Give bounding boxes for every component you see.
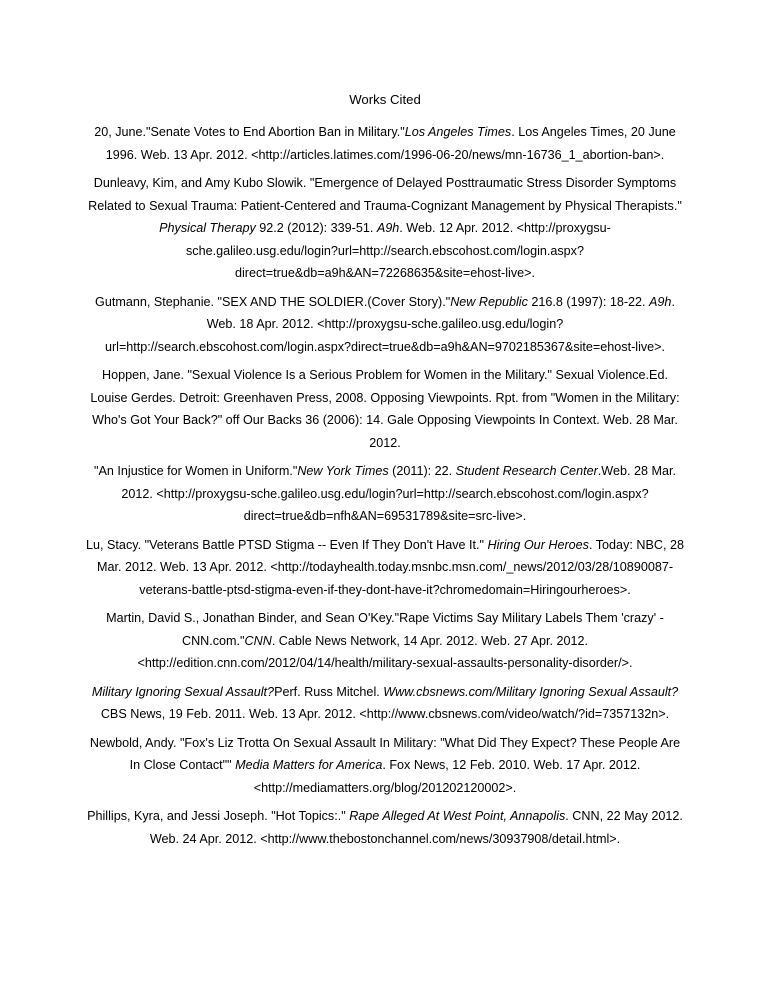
page-title: Works Cited bbox=[349, 92, 421, 107]
citation-entry: 20, June."Senate Votes to End Abortion Ban in Military."Los Angeles Times. Los Angeles Times, 20 June 1996. Web. 13 Apr. 2012. <http://articles.latimes.com/1996-06-20/news/mn-16736_1_abortion-ban>. bbox=[94, 125, 676, 162]
citation-entry: Gutmann, Stephanie. "SEX AND THE SOLDIER.(Cover Story)."New Republic 216.8 (1997): 18-22. A9h. Web. 18 Apr. 2012. <http://proxygsu-sche.galileo.usg.edu/login?url=http://search.ebscohost.com/login.aspx?direct=true&db=a9h&AN=9702185367&site=ehost-live>. bbox=[95, 294, 675, 354]
citation-entry: Dunleavy, Kim, and Amy Kubo Slowik. "Emergence of Delayed Posttraumatic Stress Disorder Symptoms Related to Sexual Trauma: Patient-Centered and Trauma-Cognizant Management by Physical Therapists." Physical Therapy 92.2 (2012): 339-51. A9h. Web. 12 Apr. 2012. <http://proxygsu-sche.galileo.usg.edu/login?url=http://search.ebscohost.com/login.aspx?direct=true&db=a9h&AN=72268635&site=ehost-live>. bbox=[88, 176, 682, 280]
citation-entry: Military Ignoring Sexual Assault?Perf. Russ Mitchel. Www.cbsnews.com/Military Ignoring Sexual Assault? CBS News, 19 Feb. 2011. Web. 13 Apr. 2012. <http://www.cbsnews.com/video/watch/?id=7357132n>. bbox=[91, 684, 679, 721]
citation-entry: Martin, David S., Jonathan Binder, and Sean O'Key."Rape Victims Say Military Labels Them 'crazy' - CNN.com."CNN. Cable News Network, 14 Apr. 2012. Web. 27 Apr. 2012. <http://edition.cnn.com/2012/04/14/health/military-sexual-assaults-personality-disorder/>. bbox=[106, 611, 664, 670]
document-page bbox=[84, 88, 686, 856]
citation-entry: Hoppen, Jane. "Sexual Violence Is a Serious Problem for Women in the Military." Sexual Violence.Ed. Louise Gerdes. Detroit: Greenhaven Press, 2008. Opposing Viewpoints. Rpt. from "Women in the Military: Who's Got Your Back?" off Our Backs 36 (2006): 14. Gale Opposing Viewpoints In Context. Web. 28 Mar. 2012. bbox=[90, 368, 680, 450]
citation-entry: Newbold, Andy. "Fox's Liz Trotta On Sexual Assault In Military: "What Did They Expect? These People Are In Close Contact"" Media Matters for America. Fox News, 12 Feb. 2010. Web. 17 Apr. 2012. <http://mediamatters.org/blog/201202120002>. bbox=[89, 735, 681, 795]
citation-entry: Lu, Stacy. "Veterans Battle PTSD Stigma -- Even If They Don't Have It." Hiring Our Heroes. Today: NBC, 28 Mar. 2012. Web. 13 Apr. 2012. <http://todayhealth.today.msnbc.msn.com/_news/2012/03/28/10890087-veterans-battle-ptsd-stigma-even-if-they-dont-have-it?chromedomain=Hiringourheroes>. bbox=[86, 537, 684, 597]
citation-entry: "An Injustice for Women in Uniform."New York Times (2011): 22. Student Research Center.Web. 28 Mar. 2012. <http://proxygsu-sche.galileo.usg.edu/login?url=http://search.ebscohost.com/login.aspx?direct=true&db=nfh&AN=69531789&site=src-live>. bbox=[94, 464, 676, 523]
citation-entry: Phillips, Kyra, and Jessi Joseph. "Hot Topics:." Rape Alleged At West Point, Annapolis. CNN, 22 May 2012. Web. 24 Apr. 2012. <http://www.thebostonchannel.com/news/30937908/detail.html>. bbox=[87, 809, 683, 846]
